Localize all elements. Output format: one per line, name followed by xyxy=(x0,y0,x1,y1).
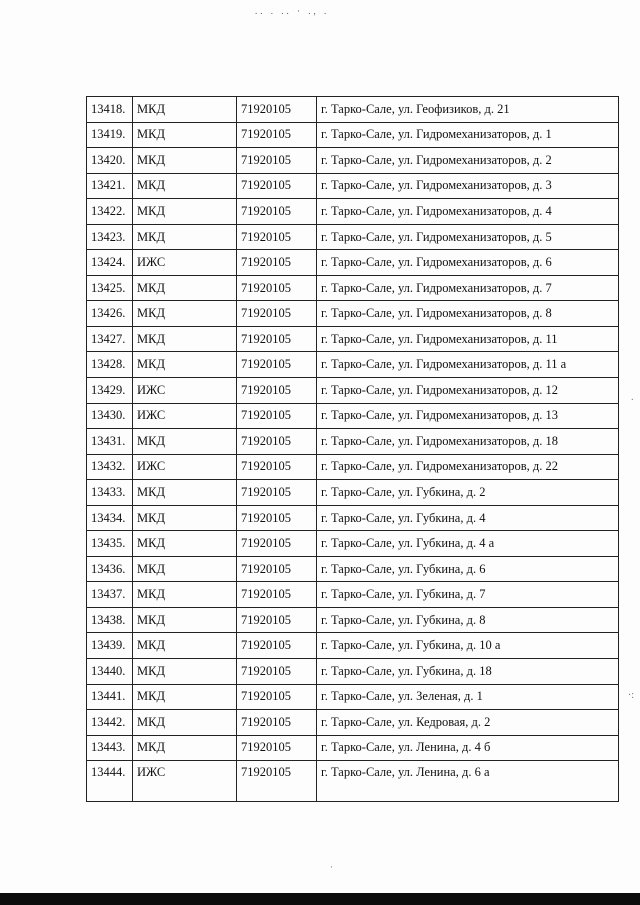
row-number-cell: 13434. xyxy=(87,505,133,531)
table-row xyxy=(87,148,619,174)
oktmo-code-cell: 71920105 xyxy=(237,505,317,531)
building-type-cell: МКД xyxy=(133,710,237,736)
building-type-cell: МКД xyxy=(133,480,237,506)
scan-bottom-edge xyxy=(0,893,640,905)
row-number-cell: 13422. xyxy=(87,199,133,225)
address-cell: г. Тарко-Сале, ул. Губкина, д. 7 xyxy=(317,582,619,608)
oktmo-code-cell: 71920105 xyxy=(237,403,317,429)
row-number-cell: 13441. xyxy=(87,684,133,710)
table-row xyxy=(87,250,619,276)
table-row xyxy=(87,224,619,250)
table-row xyxy=(87,607,619,633)
building-type-cell: МКД xyxy=(133,352,237,378)
address-cell: г. Тарко-Сале, ул. Гидромеханизаторов, д. 7 xyxy=(317,275,619,301)
address-cell: г. Тарко-Сале, ул. Гидромеханизаторов, д. 22 xyxy=(317,454,619,480)
address-cell: г. Тарко-Сале, ул. Губкина, д. 6 xyxy=(317,556,619,582)
building-type-cell: МКД xyxy=(133,301,237,327)
row-number-cell: 13435. xyxy=(87,531,133,557)
building-type-cell: МКД xyxy=(133,224,237,250)
building-type-cell: ИЖС xyxy=(133,761,237,802)
row-number-cell: 13440. xyxy=(87,659,133,685)
building-type-cell: МКД xyxy=(133,659,237,685)
oktmo-code-cell: 71920105 xyxy=(237,97,317,123)
oktmo-code-cell: 71920105 xyxy=(237,148,317,174)
row-number-cell: 13436. xyxy=(87,556,133,582)
row-number-cell: 13428. xyxy=(87,352,133,378)
address-cell: г. Тарко-Сале, ул. Ленина, д. 4 б xyxy=(317,735,619,761)
table-row xyxy=(87,173,619,199)
table-row xyxy=(87,659,619,685)
building-type-cell: ИЖС xyxy=(133,454,237,480)
table-row xyxy=(87,735,619,761)
row-number-cell: 13437. xyxy=(87,582,133,608)
building-type-cell: МКД xyxy=(133,531,237,557)
oktmo-code-cell: 71920105 xyxy=(237,582,317,608)
row-number-cell: 13443. xyxy=(87,735,133,761)
table-row xyxy=(87,403,619,429)
scan-tick-mark: · xyxy=(330,862,333,872)
oktmo-code-cell: 71920105 xyxy=(237,122,317,148)
oktmo-code-cell: 71920105 xyxy=(237,429,317,455)
table-row xyxy=(87,429,619,455)
address-cell: г. Тарко-Сале, ул. Гидромеханизаторов, д. 4 xyxy=(317,199,619,225)
table-row xyxy=(87,710,619,736)
building-type-cell: МКД xyxy=(133,199,237,225)
address-cell: г. Тарко-Сале, ул. Гидромеханизаторов, д. 2 xyxy=(317,148,619,174)
building-type-cell: МКД xyxy=(133,556,237,582)
row-number-cell: 13444. xyxy=(87,761,133,802)
row-number-cell: 13431. xyxy=(87,429,133,455)
row-number-cell: 13442. xyxy=(87,710,133,736)
margin-mark: · xyxy=(630,395,634,406)
table-row xyxy=(87,275,619,301)
table-row xyxy=(87,582,619,608)
building-type-cell: МКД xyxy=(133,122,237,148)
oktmo-code-cell: 71920105 xyxy=(237,199,317,225)
table-row xyxy=(87,454,619,480)
table-row xyxy=(87,556,619,582)
address-cell: г. Тарко-Сале, ул. Губкина, д. 8 xyxy=(317,607,619,633)
building-type-cell: МКД xyxy=(133,684,237,710)
oktmo-code-cell: 71920105 xyxy=(237,275,317,301)
table-row xyxy=(87,531,619,557)
row-number-cell: 13426. xyxy=(87,301,133,327)
row-number-cell: 13425. xyxy=(87,275,133,301)
address-cell: г. Тарко-Сале, ул. Кедровая, д. 2 xyxy=(317,710,619,736)
row-number-cell: 13421. xyxy=(87,173,133,199)
address-cell: г. Тарко-Сале, ул. Гидромеханизаторов, д. 6 xyxy=(317,250,619,276)
address-cell: г. Тарко-Сале, ул. Гидромеханизаторов, д. 11 xyxy=(317,326,619,352)
address-cell: г. Тарко-Сале, ул. Гидромеханизаторов, д. 12 xyxy=(317,378,619,404)
oktmo-code-cell: 71920105 xyxy=(237,684,317,710)
table-row xyxy=(87,480,619,506)
address-cell: г. Тарко-Сале, ул. Ленина, д. 6 а xyxy=(317,761,619,802)
oktmo-code-cell: 71920105 xyxy=(237,250,317,276)
table-row xyxy=(87,761,619,802)
row-number-cell: 13424. xyxy=(87,250,133,276)
building-type-cell: МКД xyxy=(133,429,237,455)
address-cell: г. Тарко-Сале, ул. Губкина, д. 4 а xyxy=(317,531,619,557)
address-cell: г. Тарко-Сале, ул. Гидромеханизаторов, д. 8 xyxy=(317,301,619,327)
housing-registry-table xyxy=(86,96,619,802)
table-row xyxy=(87,633,619,659)
table-row xyxy=(87,505,619,531)
oktmo-code-cell: 71920105 xyxy=(237,556,317,582)
row-number-cell: 13419. xyxy=(87,122,133,148)
row-number-cell: 13432. xyxy=(87,454,133,480)
address-cell: г. Тарко-Сале, ул. Зеленая, д. 1 xyxy=(317,684,619,710)
oktmo-code-cell: 71920105 xyxy=(237,224,317,250)
building-type-cell: ИЖС xyxy=(133,403,237,429)
oktmo-code-cell: 71920105 xyxy=(237,633,317,659)
scan-artifact-marks: .. . .. · ., . xyxy=(255,6,330,16)
oktmo-code-cell: 71920105 xyxy=(237,761,317,802)
oktmo-code-cell: 71920105 xyxy=(237,480,317,506)
row-number-cell: 13439. xyxy=(87,633,133,659)
address-cell: г. Тарко-Сале, ул. Губкина, д. 10 а xyxy=(317,633,619,659)
address-cell: г. Тарко-Сале, ул. Геофизиков, д. 21 xyxy=(317,97,619,123)
oktmo-code-cell: 71920105 xyxy=(237,454,317,480)
row-number-cell: 13418. xyxy=(87,97,133,123)
oktmo-code-cell: 71920105 xyxy=(237,301,317,327)
address-cell: г. Тарко-Сале, ул. Гидромеханизаторов, д. 5 xyxy=(317,224,619,250)
building-type-cell: МКД xyxy=(133,607,237,633)
building-type-cell: МКД xyxy=(133,582,237,608)
oktmo-code-cell: 71920105 xyxy=(237,735,317,761)
row-number-cell: 13427. xyxy=(87,326,133,352)
table-row xyxy=(87,326,619,352)
address-cell: г. Тарко-Сале, ул. Гидромеханизаторов, д. 11 а xyxy=(317,352,619,378)
building-type-cell: ИЖС xyxy=(133,250,237,276)
table-row xyxy=(87,199,619,225)
address-cell: г. Тарко-Сале, ул. Гидромеханизаторов, д. 13 xyxy=(317,403,619,429)
address-cell: г. Тарко-Сале, ул. Гидромеханизаторов, д. 1 xyxy=(317,122,619,148)
oktmo-code-cell: 71920105 xyxy=(237,173,317,199)
oktmo-code-cell: 71920105 xyxy=(237,607,317,633)
table-row xyxy=(87,378,619,404)
row-number-cell: 13423. xyxy=(87,224,133,250)
table-row xyxy=(87,97,619,123)
building-type-cell: МКД xyxy=(133,326,237,352)
address-cell: г. Тарко-Сале, ул. Губкина, д. 4 xyxy=(317,505,619,531)
oktmo-code-cell: 71920105 xyxy=(237,352,317,378)
oktmo-code-cell: 71920105 xyxy=(237,378,317,404)
margin-mark: ·: xyxy=(627,690,634,701)
table-row xyxy=(87,352,619,378)
address-cell: г. Тарко-Сале, ул. Губкина, д. 2 xyxy=(317,480,619,506)
oktmo-code-cell: 71920105 xyxy=(237,531,317,557)
table-row xyxy=(87,684,619,710)
building-type-cell: МКД xyxy=(133,97,237,123)
row-number-cell: 13433. xyxy=(87,480,133,506)
oktmo-code-cell: 71920105 xyxy=(237,326,317,352)
oktmo-code-cell: 71920105 xyxy=(237,659,317,685)
row-number-cell: 13420. xyxy=(87,148,133,174)
table-row xyxy=(87,301,619,327)
table-row xyxy=(87,122,619,148)
building-type-cell: ИЖС xyxy=(133,378,237,404)
registry-table-body xyxy=(87,97,619,802)
building-type-cell: МКД xyxy=(133,505,237,531)
building-type-cell: МКД xyxy=(133,275,237,301)
address-cell: г. Тарко-Сале, ул. Губкина, д. 18 xyxy=(317,659,619,685)
oktmo-code-cell: 71920105 xyxy=(237,710,317,736)
row-number-cell: 13438. xyxy=(87,607,133,633)
address-cell: г. Тарко-Сале, ул. Гидромеханизаторов, д. 3 xyxy=(317,173,619,199)
row-number-cell: 13429. xyxy=(87,378,133,404)
building-type-cell: МКД xyxy=(133,633,237,659)
address-cell: г. Тарко-Сале, ул. Гидромеханизаторов, д. 18 xyxy=(317,429,619,455)
building-type-cell: МКД xyxy=(133,735,237,761)
building-type-cell: МКД xyxy=(133,148,237,174)
row-number-cell: 13430. xyxy=(87,403,133,429)
building-type-cell: МКД xyxy=(133,173,237,199)
